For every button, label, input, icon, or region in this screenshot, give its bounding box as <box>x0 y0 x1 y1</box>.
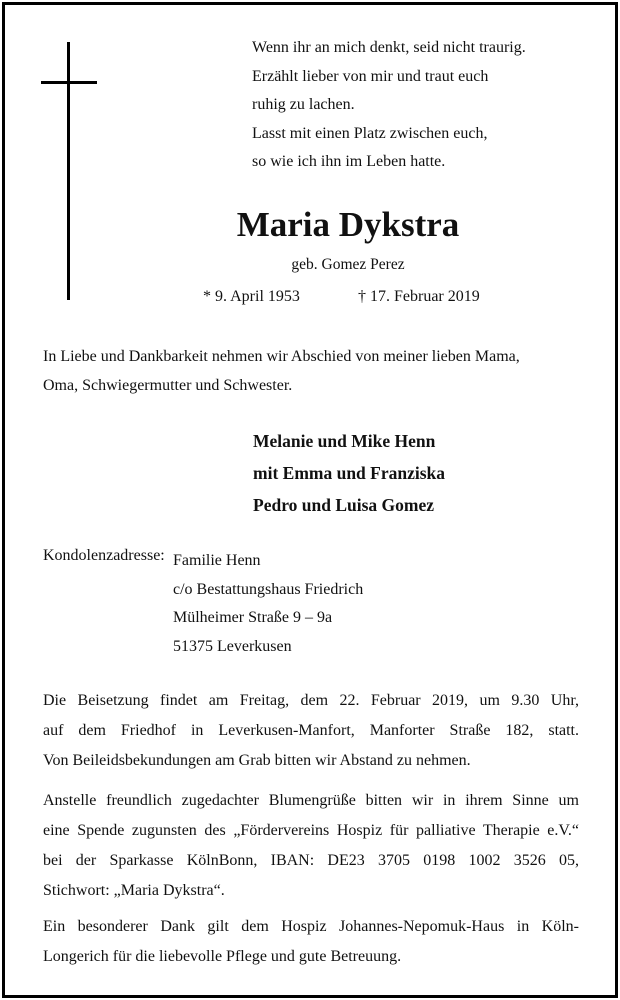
poem-line: Erzählt lieber von mir und traut euch <box>252 67 489 85</box>
deceased-name: Maria Dykstra <box>236 205 460 244</box>
birth-date: * 9. April 1953 <box>203 288 300 305</box>
poem-line: so wie ich ihn im Leben hatte. <box>252 153 446 170</box>
paragraph-line: Anstelle freundlich zugedachter Blumengrüße bitten wir in ihrem Sinne um <box>43 792 579 809</box>
born-name: geb. Gomez Perez <box>291 256 405 273</box>
death-date: † 17. Februar 2019 <box>358 288 480 305</box>
paragraph-line: auf dem Friedhof in Leverkusen-Manfort, Manforter Straße 182, statt. <box>43 722 579 739</box>
paragraph-line: Longerich für die liebevolle Pflege und gute Betreuung. <box>43 948 402 965</box>
family-line: mit Emma und Franziska <box>253 463 446 483</box>
intro-text <box>43 343 579 400</box>
poem-line: Wenn ihr an mich denkt, seid nicht traurig. <box>252 39 526 56</box>
donation-paragraph <box>43 786 579 906</box>
family-line: Melanie und Mike Henn <box>253 431 436 451</box>
poem-line: ruhig zu lachen. <box>252 96 355 113</box>
condolence-address <box>173 547 363 661</box>
family-signatures <box>253 425 445 521</box>
intro-line: Oma, Schwiegermutter und Schwester. <box>43 376 293 394</box>
paragraph-line: eine Spende zugunsten des „Fördervereins Hospiz für palliative Therapie e.V.“ <box>43 822 579 839</box>
funeral-paragraph <box>43 686 579 776</box>
paragraph-line: bei der Sparkasse KölnBonn, IBAN: DE23 3705 0198 1002 3526 05, <box>43 852 579 869</box>
condolence-label: Kondolenzadresse: <box>43 547 165 564</box>
family-line: Pedro und Luisa Gomez <box>253 495 435 515</box>
cross-horizontal-bar <box>41 81 97 84</box>
poem <box>252 34 582 177</box>
paragraph-line: Von Beileidsbekundungen am Grab bitten wir Abstand zu nehmen. <box>43 752 471 769</box>
address-line: Mülheimer Straße 9 – 9a <box>173 609 333 626</box>
thanks-paragraph <box>43 912 579 972</box>
intro-line: In Liebe und Dankbarkeit nehmen wir Abschied von meiner lieben Mama, <box>43 348 520 365</box>
address-line: 51375 Leverkusen <box>173 637 292 655</box>
address-line: Familie Henn <box>173 552 261 569</box>
paragraph-line: Die Beisetzung findet am Freitag, dem 22. Februar 2019, um 9.30 Uhr, <box>43 692 579 709</box>
poem-line: Lasst mit einen Platz zwischen euch, <box>252 124 488 142</box>
address-line: c/o Bestattungshaus Friedrich <box>173 580 364 598</box>
paragraph-line: Ein besonderer Dank gilt dem Hospiz Johannes-Nepomuk-Haus in Köln- <box>43 918 579 935</box>
paragraph-line: Stichwort: „Maria Dykstra“. <box>43 882 225 899</box>
